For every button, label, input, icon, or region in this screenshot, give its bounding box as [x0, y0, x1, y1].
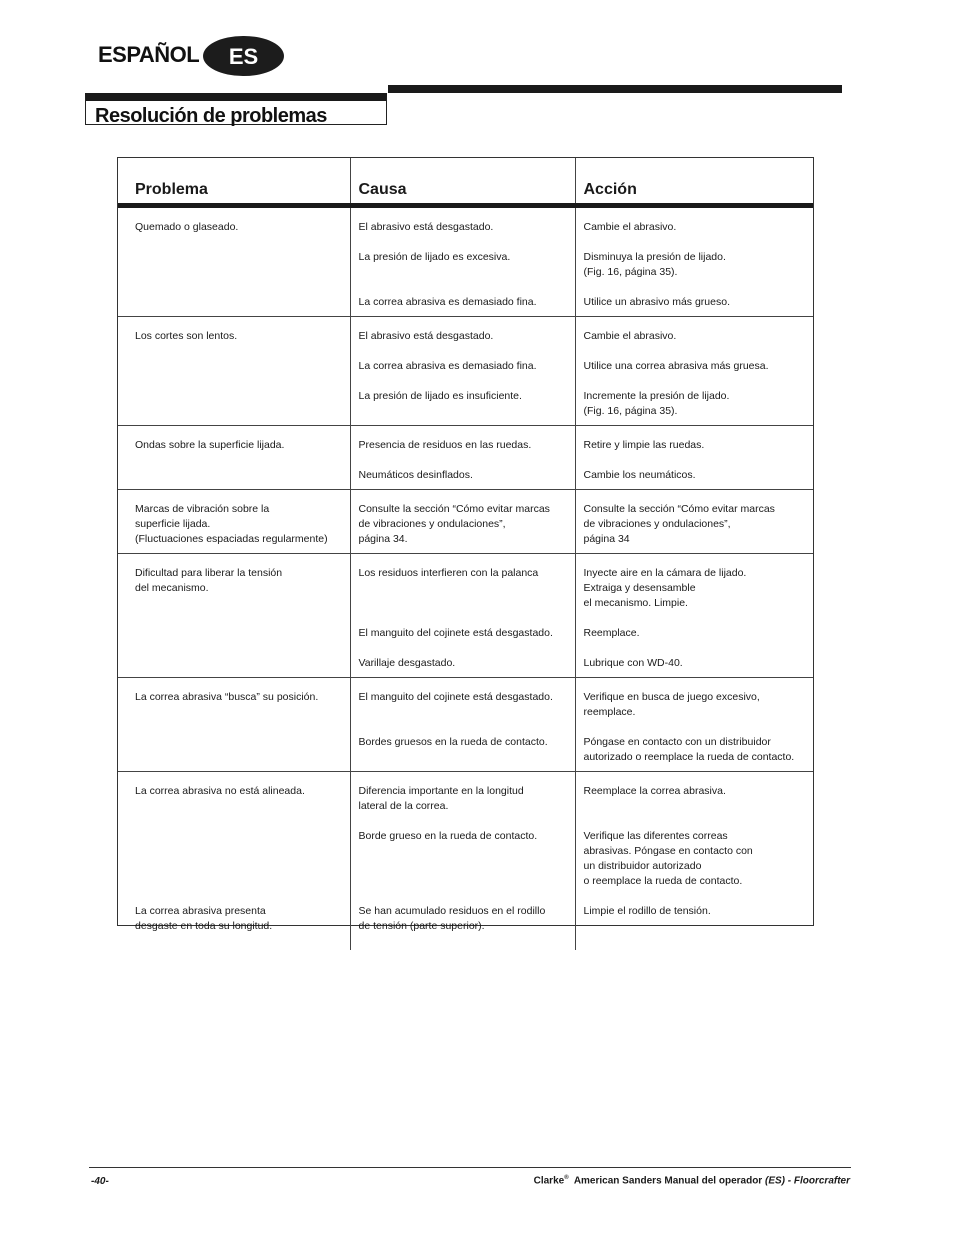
action-text: Reemplace la correa abrasiva.	[583, 785, 726, 797]
section-title-box	[85, 93, 387, 125]
action-text: Utilice una correa abrasiva más gruesa.	[583, 360, 769, 372]
language-badge: ES	[203, 36, 284, 76]
problem-cell	[118, 206, 350, 317]
column-header-action: Acción	[575, 158, 813, 206]
action-text: Cambie los neumáticos.	[583, 469, 696, 481]
cause-text: La correa abrasiva es demasiado fina.	[358, 296, 537, 308]
problem-cell	[118, 426, 350, 490]
action-cell	[575, 317, 813, 426]
cause-text: La presión de lijado es excesiva.	[358, 251, 511, 263]
action-cell	[575, 206, 813, 317]
header-rule	[388, 85, 842, 93]
column-header-cause: Causa	[350, 158, 575, 206]
action-text: Póngase en contacto con un distribuidor autorizado o reemplace la rueda de contacto.	[583, 736, 795, 763]
language-label: ESPAÑOL	[98, 42, 200, 67]
registered-mark: ®	[564, 1175, 569, 1181]
table-row	[118, 772, 813, 950]
problem-text: Marcas de vibración sobre la superficie lijada. (Fluctuaciones espaciadas regularmente)	[135, 503, 328, 545]
action-text: Verifique en busca de juego excesivo, reemplace.	[583, 691, 760, 718]
table-row	[118, 426, 813, 490]
cause-text: La correa abrasiva es demasiado fina.	[358, 360, 537, 372]
problem-cell	[118, 772, 350, 950]
action-cell	[575, 426, 813, 490]
action-text: Cambie el abrasivo.	[583, 330, 677, 342]
cause-text: Diferencia importante en la longitud lateral de la correa.	[358, 785, 524, 812]
column-header-problem: Problema	[118, 158, 350, 206]
action-text: Inyecte aire en la cámara de lijado. Extraiga y desensamble el mecanismo. Limpie.	[583, 567, 747, 609]
cause-text: Presencia de residuos en las ruedas.	[358, 439, 532, 451]
table-header-row	[118, 158, 813, 206]
action-text: Consulte la sección “Cómo evitar marcas de vibraciones y ondulaciones”, página 34	[583, 503, 775, 545]
action-cell	[575, 490, 813, 554]
problem-text: Quemado o glaseado.	[135, 221, 239, 233]
action-cell	[575, 772, 813, 950]
problem-text: Dificultad para liberar la tensión del mecanismo.	[135, 567, 283, 594]
cause-text: Varillaje desgastado.	[358, 657, 456, 669]
problem-text: La correa abrasiva no está alineada.	[135, 785, 305, 797]
cause-text: El manguito del cojinete está desgastado.	[358, 691, 553, 703]
cause-text: Se han acumulado residuos en el rodillo de tensión (parte superior).	[358, 905, 546, 932]
action-text: Incremente la presión de lijado. (Fig. 16, página 35).	[583, 390, 730, 417]
problem-text: La correa abrasiva “busca” su posición.	[135, 691, 319, 703]
cause-text: Los residuos interfieren con la palanca	[358, 567, 539, 579]
cause-text: El abrasivo está desgastado.	[358, 330, 494, 342]
action-text: Limpie el rodillo de tensión.	[583, 905, 711, 917]
table-row	[118, 317, 813, 426]
footer-rest: American Sanders Manual del operador	[573, 1175, 763, 1187]
problem-cell	[118, 490, 350, 554]
problem-cell	[118, 317, 350, 426]
footer-lang-note: (ES)	[764, 1175, 785, 1187]
table-row	[118, 206, 813, 317]
action-text: Lubrique con WD-40.	[583, 657, 683, 669]
table-row	[118, 490, 813, 554]
problem-text: Ondas sobre la superficie lijada.	[135, 439, 285, 451]
action-text: Utilice un abrasivo más grueso.	[583, 296, 730, 308]
table-row	[118, 554, 813, 678]
action-text: Reemplace.	[583, 627, 640, 639]
action-cell	[575, 554, 813, 678]
cause-text: Bordes gruesos en la rueda de contacto.	[358, 736, 548, 748]
cause-cell	[350, 490, 575, 554]
troubleshooting-table	[117, 157, 814, 932]
cause-cell	[350, 772, 575, 950]
action-text: Disminuya la presión de lijado. (Fig. 16, página 35).	[583, 251, 726, 278]
cause-cell	[350, 554, 575, 678]
cause-text: Borde grueso en la rueda de contacto.	[358, 830, 538, 842]
cause-text: Consulte la sección “Cómo evitar marcas de vibraciones y ondulaciones”, página 34.	[358, 503, 550, 545]
page-number: -40-	[91, 1176, 109, 1187]
footer-brand: Clarke	[533, 1175, 565, 1187]
footer-rule	[89, 1167, 851, 1168]
cause-text: El manguito del cojinete está desgastado.	[358, 627, 553, 639]
cause-cell	[350, 317, 575, 426]
action-text: Retire y limpie las ruedas.	[583, 439, 705, 451]
problem-cell	[118, 678, 350, 772]
action-text: Cambie el abrasivo.	[583, 221, 677, 233]
problem-text: La correa abrasiva presenta desgaste en toda su longitud.	[135, 905, 273, 932]
cause-text: Neumáticos desinflados.	[358, 469, 473, 481]
table-row	[118, 678, 813, 772]
footer-manual-title	[534, 1175, 850, 1186]
problem-cell	[118, 554, 350, 678]
cause-cell	[350, 426, 575, 490]
problem-text: Los cortes son lentos.	[135, 330, 238, 342]
cause-cell	[350, 206, 575, 317]
footer-model: - Floorcrafter	[787, 1175, 850, 1187]
cause-cell	[350, 678, 575, 772]
section-title: Resolución de problemas	[95, 105, 327, 127]
action-cell	[575, 678, 813, 772]
cause-text: El abrasivo está desgastado.	[358, 221, 494, 233]
cause-text: La presión de lijado es insuficiente.	[358, 390, 522, 402]
action-text: Verifique las diferentes correas abrasivas. Póngase en contacto con un distribuidor autorizado o reemplace la rueda de contacto.	[583, 830, 753, 887]
